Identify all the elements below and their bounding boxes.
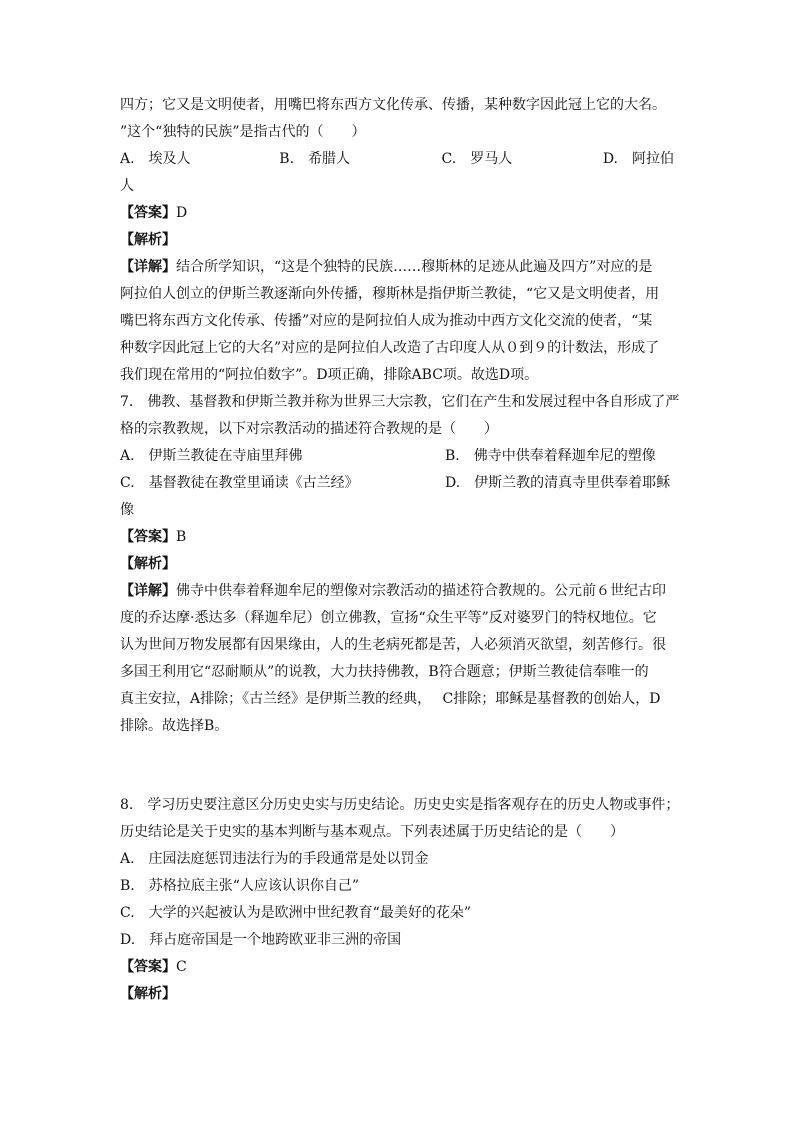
document-page: [120, 92, 680, 1008]
q8-stem-line-1: 8. 学习历史要注意区分历史史实与历史结论。历史史实是指客观存在的历史人物或事件；: [120, 797, 680, 813]
q7-detail-line-6: 排除。故选择B。: [120, 718, 229, 734]
q6-detail-line-5: 我们现在常用的“阿拉伯数字”。D项正确，排除ABC项。故选D项。: [120, 367, 539, 383]
q7-answer: [120, 524, 674, 551]
q7-stem-line-2: 格的宗教教规，以下对宗教活动的描述符合教规的是（ ）: [120, 421, 498, 437]
q6-option-d-wrap: 人: [120, 178, 134, 194]
q6-answer-tag: 【答案】: [120, 205, 176, 221]
q7-detail-line-4: 多国王利用它“忍耐顺从”的说教，大力扶持佛教，B符合题意；伊斯兰教徒信奉唯一的: [120, 664, 649, 680]
q8-option-a: A. 庄园法庭惩罚违法行为的手段通常是处以罚金: [120, 851, 429, 867]
q8-option-b: B. 苏格拉底主张“人应该认识你自己”: [120, 878, 360, 894]
q6-option-d: D. 阿拉伯: [602, 151, 674, 167]
q6-option-c: C. 罗马人: [441, 151, 513, 167]
q6-option-a: A. 埃及人: [120, 151, 191, 167]
q7-option-d: D. 伊斯兰教的清真寺里供奉着耶稣: [445, 475, 671, 491]
q6-answer-value: D: [176, 205, 188, 221]
q6-detail-text-1: 结合所学知识，“这是个独特的民族……穆斯林的足迹从此遍及四方”对应的是: [176, 259, 653, 275]
q6-detail-line-1: [120, 254, 674, 281]
q6-stem-line-2: ”这个“独特的民族”是指古代的（ ）: [120, 124, 366, 140]
q8-option-c: C. 大学的兴起被认为是欧洲中世纪教育“最美好的花朵”: [120, 905, 471, 921]
q6-analysis-tag: 【解析】: [120, 232, 176, 248]
q8-answer-tag: 【答案】: [120, 959, 176, 975]
q7-answer-value: B: [176, 529, 187, 545]
q6-option-b: B. 希腊人: [279, 151, 351, 167]
q6-answer: [120, 200, 674, 227]
q7-option-a: A. 伊斯兰教徒在寺庙里拜佛: [120, 448, 303, 464]
q7-answer-tag: 【答案】: [120, 529, 176, 545]
q6-stem-line-1: 四方；它又是文明使者，用嘴巴将东西方文化传承、传播，某种数字因此冠上它的大名。: [120, 97, 666, 113]
q6-detail-tag: 【详解】: [120, 259, 176, 275]
q8-analysis-tag: 【解析】: [120, 986, 176, 1002]
q7-option-d-wrap: 像: [120, 502, 134, 518]
q7-options-row-1: [120, 443, 674, 470]
q7-option-c: C. 基督教徒在教堂里诵读《古兰经》: [120, 475, 359, 491]
q8-stem-line-2: 历史结论是关于史实的基本判断与基本观点。下列表述属于历史结论的是（ ）: [120, 824, 624, 840]
q6-detail-line-3: 嘴巴将东西方文化传承、传播”对应的是阿拉伯人成为推动中西方文化交流的使者，“某: [120, 313, 653, 329]
q7-analysis-tag: 【解析】: [120, 556, 176, 572]
q7-option-b: B. 佛寺中供奉着释迦牟尼的塑像: [445, 448, 656, 464]
q7-options-row-2: [120, 470, 674, 497]
q7-detail-text-1: 佛寺中供奉着释迦牟尼的塑像对宗教活动的描述符合教规的。公元前６世纪古印: [176, 583, 666, 599]
q7-detail-line-1: [120, 578, 674, 605]
q6-detail-line-4: 种数字因此冠上它的大名”对应的是阿拉伯人改造了古印度人从０到９的计数法，形成了: [120, 340, 660, 356]
q8-option-d: D. 拜占庭帝国是一个地跨欧亚非三洲的帝国: [120, 932, 402, 948]
q7-detail-line-2: 度的乔达摩·悉达多（释迦牟尼）创立佛教，宣扬“众生平等”反对婆罗门的特权地位。它: [120, 610, 657, 626]
q7-detail-line-3: 认为世间万物发展都有因果缘由，人的生老病死都是苦，人必须消灭欲望，刻苦修行。很: [120, 637, 666, 653]
q7-stem-line-1: 7. 佛教、基督教和伊斯兰教并称为世界三大宗教，它们在产生和发展过程中各自形成了严: [120, 394, 680, 410]
section-spacer: [120, 740, 674, 792]
q6-detail-line-2: 阿拉伯人创立的伊斯兰教逐渐向外传播，穆斯林是指伊斯兰教徒，“它又是文明使者，用: [120, 286, 660, 302]
q7-detail-line-5: 真主安拉，A排除；《古兰经》是伊斯兰教的经典， C排除；耶稣是基督教的创始人，D: [120, 691, 661, 707]
q8-answer-value: C: [176, 959, 187, 975]
q6-options: [120, 146, 674, 173]
q8-answer: [120, 954, 674, 981]
q7-detail-tag: 【详解】: [120, 583, 176, 599]
